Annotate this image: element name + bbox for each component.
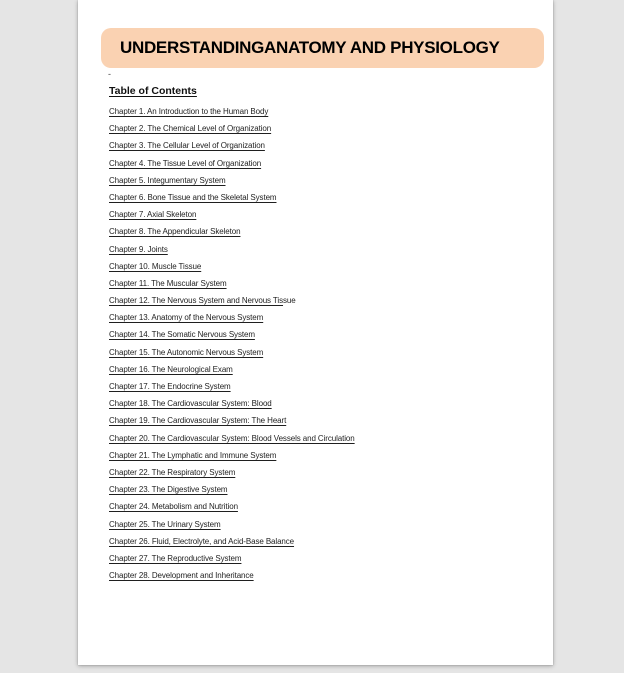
toc-chapter-link[interactable] bbox=[109, 395, 529, 412]
toc-chapter-link[interactable] bbox=[109, 344, 529, 361]
toc-chapter-link-label: Chapter 21. The Lymphatic and Immune System bbox=[109, 450, 277, 460]
toc-chapter-link[interactable] bbox=[109, 378, 529, 395]
toc-chapter-link-label: Chapter 3. The Cellular Level of Organization bbox=[109, 141, 265, 151]
toc-chapter-link-suffix: sue bbox=[283, 296, 296, 306]
toc-chapter-link[interactable] bbox=[109, 447, 529, 464]
toc-chapter-link[interactable] bbox=[109, 189, 529, 206]
toc-chapter-link-label: Chapter 4. The Tissue Level of Organization bbox=[109, 158, 262, 168]
toc-heading: Table of Contents bbox=[109, 85, 197, 97]
toc-chapter-link[interactable] bbox=[109, 430, 529, 447]
toc-chapter-link-label: Chapter 14. The Somatic Nervous System bbox=[109, 330, 255, 340]
toc-chapter-link[interactable] bbox=[109, 326, 529, 343]
toc-chapter-link-label: Chapter 23. The Digestive System bbox=[109, 485, 228, 495]
document-title: UNDERSTANDINGANATOMY AND PHYSIOLOGY bbox=[120, 38, 500, 57]
stray-dash-mark: - bbox=[108, 69, 111, 79]
toc-chapter-link[interactable] bbox=[109, 550, 529, 567]
toc-chapter-link[interactable] bbox=[109, 412, 529, 429]
toc-chapter-link-label: Chapter 5. Integumentary System bbox=[109, 175, 226, 185]
toc-chapter-link[interactable] bbox=[109, 103, 529, 120]
toc-chapter-link-label: Chapter 20. The Cardiovascular System: Blood Vessels and Circulation bbox=[109, 433, 355, 443]
toc-list bbox=[109, 103, 529, 584]
toc-chapter-link-label: Chapter 11. The Muscular System bbox=[109, 278, 227, 288]
toc-chapter-link-label: Chapter 10. Muscle Tissue bbox=[109, 261, 202, 271]
toc-chapter-link[interactable] bbox=[109, 533, 529, 550]
toc-chapter-link[interactable] bbox=[109, 567, 529, 584]
toc-chapter-link[interactable] bbox=[109, 120, 529, 137]
toc-chapter-link[interactable] bbox=[109, 481, 529, 498]
toc-chapter-link[interactable] bbox=[109, 516, 529, 533]
toc-chapter-link[interactable] bbox=[109, 223, 529, 240]
toc-chapter-link-label: Chapter 24. Metabolism and Nutrition bbox=[109, 502, 238, 512]
toc-chapter-link-label: Chapter 13. Anatomy of the Nervous System bbox=[109, 313, 264, 323]
toc-chapter-link-label: Chapter 22. The Respiratory System bbox=[109, 467, 236, 477]
toc-chapter-link[interactable] bbox=[109, 309, 529, 326]
document-page bbox=[78, 0, 553, 665]
toc-chapter-link-label: Chapter 25. The Urinary System bbox=[109, 519, 221, 529]
toc-chapter-link-label: Chapter 19. The Cardiovascular System: The Heart bbox=[109, 416, 287, 426]
toc-chapter-link-label: Chapter 12. The Nervous System and Nervous Tis bbox=[109, 296, 284, 306]
toc-chapter-link-label: Chapter 26. Fluid, Electrolyte, and Acid-Base Balance bbox=[109, 536, 295, 546]
toc-chapter-link[interactable] bbox=[109, 258, 529, 275]
toc-chapter-link-label: Chapter 1. An Introduction to the Human Body bbox=[109, 107, 269, 116]
toc-chapter-link-label: Chapter 15. The Autonomic Nervous System bbox=[109, 347, 264, 357]
toc-chapter-link-label: Chapter 18. The Cardiovascular System: Blood bbox=[109, 399, 272, 409]
toc-chapter-link[interactable] bbox=[109, 464, 529, 481]
toc-chapter-link[interactable] bbox=[109, 155, 529, 172]
toc-chapter-link[interactable] bbox=[109, 172, 529, 189]
toc-chapter-link[interactable] bbox=[109, 498, 529, 515]
toc-chapter-link-label: Chapter 16. The Neurological Exam bbox=[109, 364, 233, 374]
toc-chapter-link[interactable] bbox=[109, 241, 529, 258]
toc-chapter-link-label: Chapter 17. The Endocrine System bbox=[109, 382, 231, 391]
toc-chapter-link-label: Chapter 6. Bone Tissue and the Skeletal System bbox=[109, 192, 277, 202]
toc-chapter-link-label: Chapter 7. Axial Skeleton bbox=[109, 210, 197, 220]
toc-chapter-link-label: Chapter 2. The Chemical Level of Organization bbox=[109, 124, 272, 134]
toc-chapter-link[interactable] bbox=[109, 275, 529, 292]
toc-chapter-link-label: Chapter 27. The Reproductive System bbox=[109, 553, 242, 563]
toc-chapter-link-label: Chapter 28. Development and Inheritance bbox=[109, 571, 254, 581]
toc-chapter-link[interactable] bbox=[109, 206, 529, 223]
toc-chapter-link[interactable] bbox=[109, 137, 529, 154]
toc-chapter-link[interactable] bbox=[109, 361, 529, 378]
title-banner bbox=[101, 28, 544, 68]
toc-chapter-link-label: Chapter 9. Joints bbox=[109, 244, 168, 254]
toc-chapter-link[interactable] bbox=[109, 292, 529, 309]
toc-chapter-link-label: Chapter 8. The Appendicular Skeleton bbox=[109, 227, 241, 237]
